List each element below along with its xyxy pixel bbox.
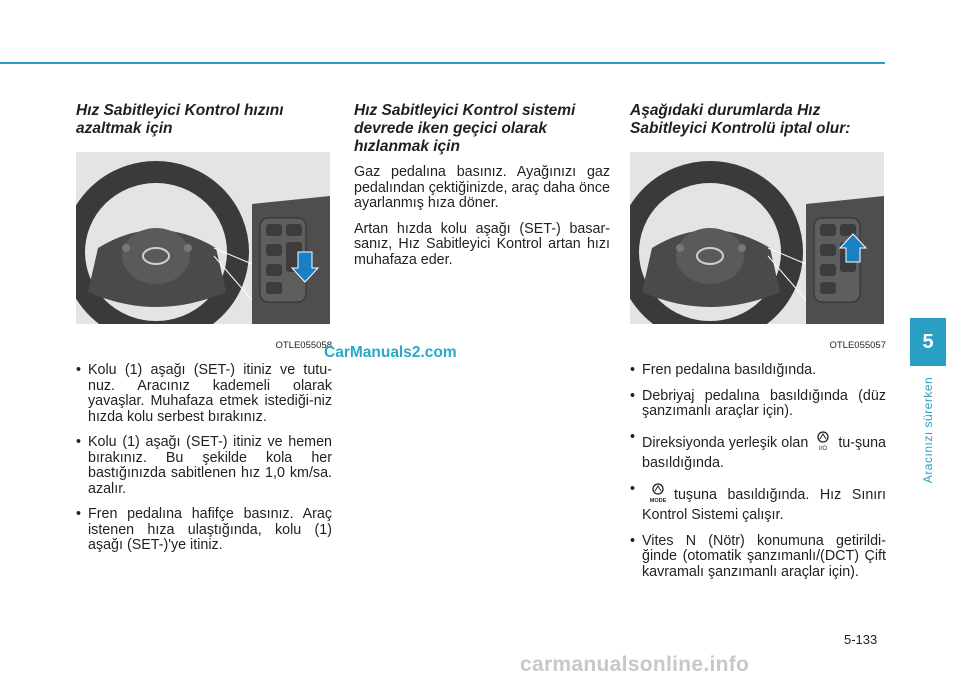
column-right (630, 102, 886, 590)
bullet-list (630, 363, 886, 580)
header-rule (0, 62, 885, 64)
list-item: • Kolu (1) aşağı (SET-) itiniz ve hemen bırakınız. Bu şekilde kola her bastığınızda sabitlenen hız 1,0 km/sa. azalır. (76, 435, 332, 497)
column-left (76, 102, 332, 564)
list-item-text: Direksiyonda yerleşik olan (642, 434, 809, 451)
section-heading-decrease-speed: Hız Sabitleyici Kontrol hızını azaltmak için (76, 102, 284, 137)
list-item: • Vites N (Nötr) konumuna getirildi-ğinde (otomatik şanzımanlı/(DCT) Çift kavramalı şanzımanlı araçlar için). (630, 534, 886, 581)
steering-wheel-figure-left (76, 152, 330, 324)
cruise-control-io-icon (812, 430, 834, 457)
mode-icon-label: • MODE (649, 497, 667, 504)
chapter-tab[interactable]: 5 (910, 318, 946, 366)
steering-wheel-figure-right (630, 152, 884, 324)
list-item-text: tu-şuna basıldığında. (642, 434, 886, 471)
list-item (630, 482, 886, 524)
list-item: • Kolu (1) aşağı (SET-) itiniz ve tutu-nuz. Aracınız kademeli olarak yavaşlar. Muhafaza etmek istediği-niz hızda kolu serbest bırakınız. (76, 363, 332, 425)
section-heading-temporary-acceleration: Hız Sabitleyici Kontrol sistemi devrede iken geçici olarak hızlanmak için (354, 102, 576, 155)
bullet-list (76, 363, 332, 554)
io-icon-label: I/O (819, 445, 828, 452)
paragraph: Gaz pedalına basınız. Ayağınızı gaz pedalından çektiğinizde, araç daha önce ayarlanmış hıza döner. (354, 164, 610, 211)
list-item: • Fren pedalına hafifçe basınız. Araç istenen hıza ulaştığında, kolu (1) aşağı (SET-)'ye itiniz. (76, 507, 332, 554)
section-heading-cancel-conditions: Aşağıdaki durumlarda Hız Sabitleyici Kontrolü iptal olur: (630, 102, 851, 137)
chapter-title: Aracınızı sürerken (921, 376, 935, 484)
list-item-text: tuşuna basıldığında. Hız Sınırı Kontrol Sistemi çalışır. (642, 486, 886, 523)
speed-limit-mode-icon (646, 482, 670, 509)
list-item: • Debriyaj pedalına basıldığında (düz şanzımanlı araçlar için). (630, 389, 886, 420)
watermark-link[interactable]: CarManuals2.com (324, 344, 457, 361)
figure-code: OTLE055057 (829, 340, 886, 351)
figure-code: OTLE055058 (275, 340, 332, 351)
footer-watermark: carmanualsonline.info (520, 653, 750, 676)
page-number: 5-133 (844, 632, 878, 647)
list-item (630, 430, 886, 472)
paragraph: Artan hızda kolu aşağı (SET-) basar-sanız, Hız Sabitleyici Kontrol artan hızı muhafaza eder. (354, 220, 610, 268)
column-middle (354, 102, 610, 278)
list-item: • Fren pedalına basıldığında. (630, 363, 886, 379)
